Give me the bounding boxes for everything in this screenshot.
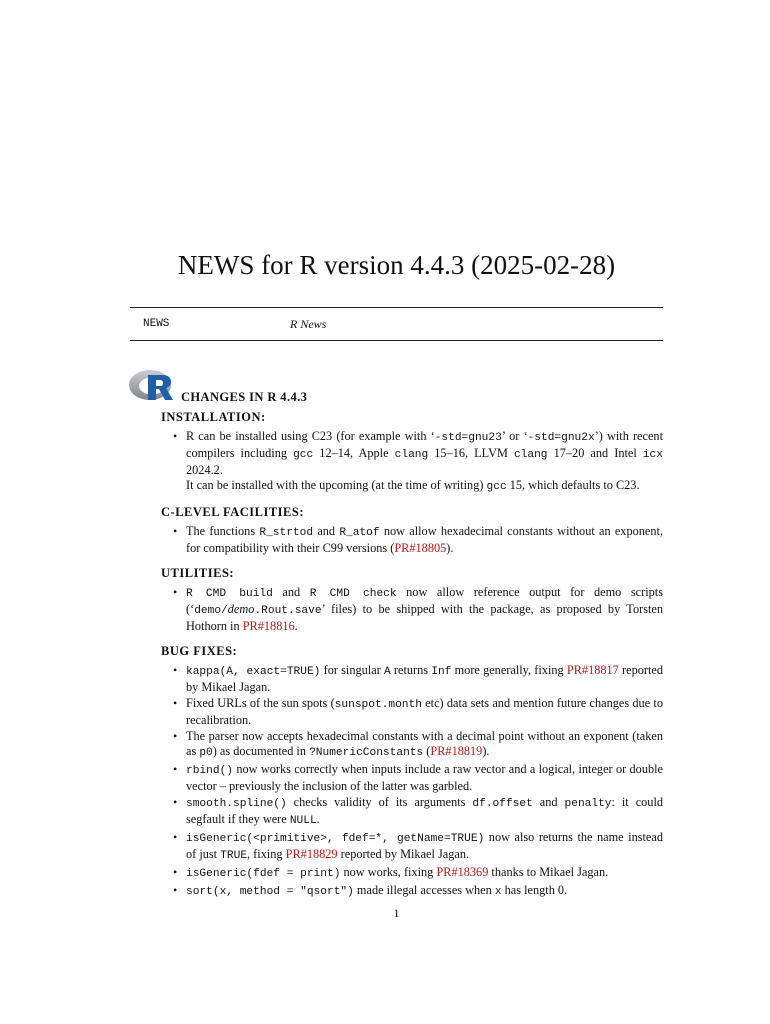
list-item: • R can be installed using C23 (for example with ‘-std=gnu23’ or ‘-std=gnu2x’) with recent compilers including gcc 12–14, Apple clang 15–16, LLVM clang 17–20 and Intel icx 2024.2. It can be installed with the upcoming (at the time of writing) gcc 15, which defaults to C23. xyxy=(186,429,663,495)
document-title: NEWS for R version 4.4.3 (2025-02-28) xyxy=(177,250,616,280)
c-level-list xyxy=(161,524,663,556)
pr-link[interactable]: PR#18816 xyxy=(242,619,295,633)
list-item: • isGeneric(fdef = print) now works, fixing PR#18369 thanks to Mikael Jagan. xyxy=(186,865,663,882)
installation-list xyxy=(161,429,663,495)
page-number: 1 xyxy=(393,906,400,920)
news-content xyxy=(161,410,663,910)
header-top-rule xyxy=(130,307,663,308)
pr-link[interactable]: PR#18817 xyxy=(566,663,619,677)
header-bottom-rule xyxy=(130,340,663,341)
list-item: • kappa(A, exact=TRUE) for singular A returns Inf more generally, fixing PR#18817 reported by Mikael Jagan. xyxy=(186,663,663,695)
list-item: • The functions R_strtod and R_atof now allow hexadecimal constants without an exponent, for compatibility with their C99 versions (PR#18805). xyxy=(186,524,663,556)
section-heading-bug-fixes: BUG FIXES: xyxy=(161,644,238,658)
installation-note: It can be installed with the upcoming (at the time of writing) gcc 15, which defaults to C23. xyxy=(186,478,640,493)
section-heading-installation: INSTALLATION: xyxy=(161,410,266,424)
list-item: • rbind() now works correctly when inputs include a raw vector and a logical, integer or double vector – previously the inclusion of the latter was garbled. xyxy=(186,762,663,794)
pr-link[interactable]: PR#18369 xyxy=(436,865,489,879)
utilities-list xyxy=(161,585,663,634)
header-package-name: NEWS xyxy=(143,318,170,330)
list-item: • Fixed URLs of the sun spots (sunspot.month etc) data sets and mention future changes due to recalibration. xyxy=(186,696,663,728)
list-item: • sort(x, method = "qsort") made illegal accesses when x has length 0. xyxy=(186,883,663,900)
pr-link[interactable]: PR#18805 xyxy=(394,541,447,555)
pr-link[interactable]: PR#18829 xyxy=(285,847,338,861)
section-heading-utilities: UTILITIES: xyxy=(161,566,235,580)
bug-fixes-list xyxy=(161,663,663,900)
changes-heading: CHANGES IN R 4.4.3 xyxy=(181,390,308,404)
list-item: • R CMD build and R CMD check now allow reference output for demo scripts (‘demo/demo.Rout.save’ files) to be shipped with the package, as proposed by Torsten Hothorn in PR#18816. xyxy=(186,585,663,634)
r-logo-icon xyxy=(128,366,180,406)
list-item: • isGeneric(<primitive>, fdef=*, getName=TRUE) now also returns the name instead of just TRUE, fixing PR#18829 reported by Mikael Jagan. xyxy=(186,830,663,864)
pr-link[interactable]: PR#18819 xyxy=(430,744,483,758)
header-document-title: R News xyxy=(290,317,327,331)
section-heading-c-level: C-LEVEL FACILITIES: xyxy=(161,505,304,519)
list-item: • The parser now accepts hexadecimal constants with a decimal point without an exponent (taken as p0) as documented in ?NumericConstants (PR#18819). xyxy=(186,729,663,761)
list-item: • smooth.spline() checks validity of its arguments df.offset and penalty: it could segfault if they were NULL. xyxy=(186,795,663,829)
